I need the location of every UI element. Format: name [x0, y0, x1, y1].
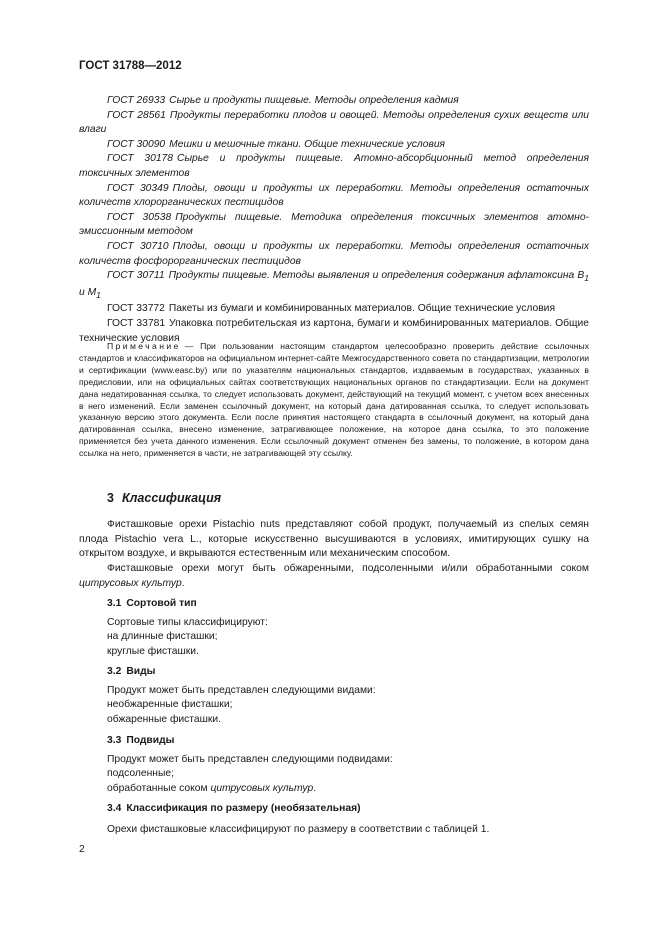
section-paragraph: Фисташковые орехи могут быть обжаренными, подсоленными и/или обработанными соком цитрусовых культур.: [79, 563, 589, 589]
subsection-title: 3.1 Сортовой тип: [107, 598, 197, 609]
standard-ref: ГОСТ 33781 Упаковка потребительская из картона, бумаги и комбинированных материалов. Общие технические условия: [79, 318, 589, 344]
note-paragraph: [79, 341, 589, 460]
standard-ref: ГОСТ 28561 Продукты переработки плодов и овощей. Методы определения сухих веществ или влаги: [79, 109, 589, 136]
document-header: ГОСТ 31788—2012: [79, 60, 182, 72]
standard-ref: ГОСТ 30538 Продукты пищевые. Методика определения токсичных элементов атомно-эмиссионным методом: [79, 211, 589, 238]
standard-ref: ГОСТ 30349 Плоды, овощи и продукты их переработки. Методы определения остаточных количеств хлорорганических пестицидов: [79, 182, 589, 209]
standard-ref: ГОСТ 30710 Плоды, овощи и продукты их переработки. Методы определения остаточных количеств фосфорорганических пестицидов: [79, 240, 589, 267]
section-title: 3 Классификация: [107, 491, 222, 505]
note-label: Примечание: [107, 341, 181, 351]
standard-ref: ГОСТ 30090 Мешки и мешочные ткани. Общие технические условия: [107, 138, 446, 150]
standard-ref: ГОСТ 30711 Продукты пищевые. Методы выявления и определения содержания афлатоксина $B_1$ и $M_1$: [79, 270, 589, 300]
standard-ref: ГОСТ 26933 Сырье и продукты пищевые. Методы определения кадмия: [107, 95, 459, 106]
subsection-body: Продукт может быть представлен следующими видами: необжаренные фисташки; обжаренные фисташки.: [107, 685, 376, 725]
subsection-title: 3.3 Подвиды: [107, 735, 175, 746]
subsection-body: Продукт может быть представлен следующими подвидами: подсоленные; обработанные соком цитрусовых культур.: [107, 754, 393, 794]
standard-ref: ГОСТ 33772 Пакеты из бумаги и комбинированных материалов. Общие технические условия: [107, 303, 556, 315]
page-number: 2: [79, 844, 85, 855]
note-text: — При пользовании настоящим стандартом целесообразно проверить действие ссылочных стандартов и классификаторов на официальном интернет-сайте Межгосударственного совета по стандартизации, метрологии и сертификации (www.easc.by) или по указателям национальных стандартов, издаваемым в государствах, указанных в предисловии, или на официальных сайтах соответствующих национальных органов по стандартизации. Если на документ дана недатированная ссылка, то следует использовать документ, действующий на текущий момент, с учетом всех внесенных в него изменений. Если заменен ссылочный документ, на который дана датированная ссылка, то следует использовать указанную версию этого документа. Если после принятия настоящего стандарта в ссылочный документ, на который дана датированная ссылка, внесено изменение, затрагивающее положение, на которое дана ссылка, то это положение применяется без учета данного изменения. Если ссылочный документ отменен без замены, то положение, в котором дана ссылка на него, применяется в части, не затрагивающей эту ссылку.: [79, 341, 589, 459]
subsection-title: 3.4 Классификация по размеру (необязательная): [107, 803, 361, 814]
subsection-body: Орехи фисташковые классифицируют по размеру в соответствии с таблицей 1.: [107, 824, 490, 835]
normative-references-list: [79, 94, 589, 346]
section-paragraph: Фисташковые орехи Pistachio nuts представляют собой продукт, получаемый из спелых семян плода Pistachio vera L., которые искусственно высушиваются в условиях, имитирующих сушку на открытом воздухе, и вкрываются естественным или механическим способом.: [79, 519, 589, 560]
subsection-title: 3.2 Виды: [107, 666, 156, 677]
standard-ref: ГОСТ 30178 Сырье и продукты пищевые. Атомно-абсорбционный метод определения токсичных элементов: [79, 153, 589, 179]
subsection-body: Сортовые типы классифицируют: на длинные фисташки; круглые фисташки.: [107, 617, 268, 657]
